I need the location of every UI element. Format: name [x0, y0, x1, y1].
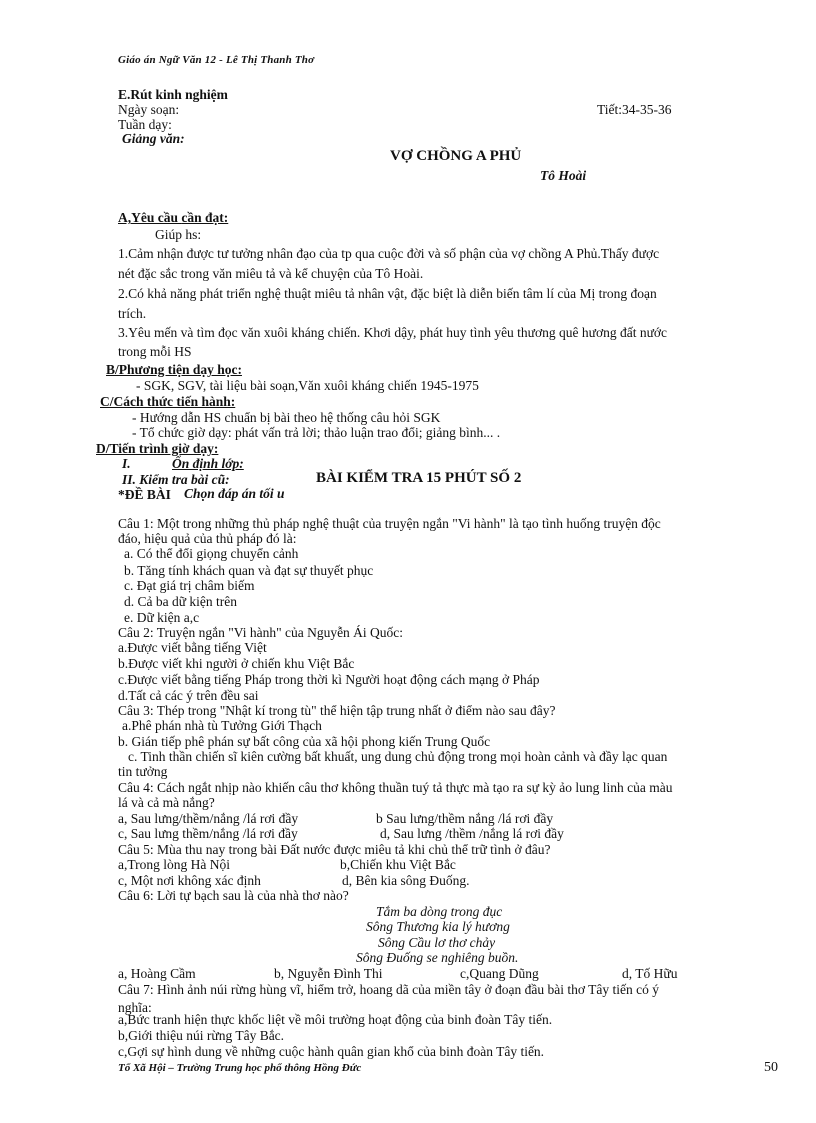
- obj-1-line2: nét đặc sắc trong văn miêu tả và kể chuyện của Tô Hoài.: [118, 266, 424, 281]
- q4-option-b: b Sau lưng/thềm nắng /lá rơi đầy: [376, 811, 554, 826]
- q5-option-d: d, Bên kia sông Đuống.: [342, 873, 470, 888]
- q6-option-a: a, Hoàng Cầm: [118, 966, 196, 981]
- test-title: BÀI KIỂM TRA 15 PHÚT SỐ 2: [316, 470, 522, 486]
- q1-line1: Câu 1: Một trong những thủ pháp nghệ thuật của truyện ngắn "Vi hành" là tạo tình huống truyện độc: [118, 516, 661, 531]
- q6-stem: Câu 6: Lời tự bạch sau là của nhà thơ nào?: [118, 888, 349, 903]
- page-number: 50: [764, 1060, 778, 1075]
- step-i-number: I.: [122, 456, 131, 471]
- obj-1-line1: 1.Cảm nhận được tư tưởng nhân đạo của tp qua cuộc đời và số phận của vợ chồng A Phủ.Thấy được: [118, 246, 660, 261]
- de-bai: *ĐỀ BÀI: [118, 487, 171, 502]
- q2-option-b: b.Được viết khi người ở chiến khu Việt Bắc: [118, 656, 355, 671]
- page-footer: Tổ Xã Hội – Trường Trung học phổ thông Hồng Đức: [118, 1062, 362, 1074]
- section-a-intro: Giúp hs:: [155, 227, 202, 242]
- q1-option-b: b. Tăng tính khách quan và đạt sự thuyết phục: [124, 563, 374, 578]
- q1-line2: đáo, hiệu quả của thủ pháp đó là:: [118, 531, 297, 546]
- q2-option-c: c.Được viết bằng tiếng Pháp trong thời kì Người hoạt động cách mạng ở Pháp: [118, 672, 540, 687]
- q6-option-d: d, Tố Hữu: [622, 966, 678, 981]
- section-c-line1: - Hướng dẫn HS chuẩn bị bài theo hệ thống câu hỏi SGK: [132, 410, 441, 425]
- q4-line1: Câu 4: Cách ngắt nhịp nào khiến câu thơ không thuần tuý tả thực mà tạo ra sự kỳ ảo lung linh của màu: [118, 780, 673, 795]
- section-c-heading: C/Cách thức tiến hành:: [100, 394, 236, 409]
- q4-option-d: d, Sau lưng /thềm /nắng lá rơi đầy: [380, 826, 564, 841]
- work-author: Tô Hoài: [540, 168, 587, 183]
- section-c-line2: - Tổ chức giờ dạy: phát vấn trả lời; thảo luận trao đổi; giảng bình... .: [132, 425, 501, 440]
- tuan-day: Tuần dạy:: [118, 117, 172, 132]
- section-b-heading: B/Phương tiện dạy học:: [106, 362, 242, 377]
- q3-stem: Câu 3: Thép trong "Nhật kí trong tù" thể hiện tập trung nhất ở điểm nào sau đây?: [118, 703, 556, 718]
- q5-option-a: a,Trong lòng Hà Nội: [118, 857, 231, 872]
- q4-option-c: c, Sau lưng thềm/nắng /lá rơi đầy: [118, 826, 298, 841]
- q7-option-c: c,Gợi sự hình dung về những cuộc hành quân gian khổ của binh đoàn Tây tiến.: [118, 1044, 545, 1059]
- poem-line-2: Sông Thương kia lý hương: [366, 919, 510, 934]
- q4-option-a: a, Sau lưng/thềm/nắng /lá rơi đầy: [118, 811, 299, 826]
- obj-3-line1: 3.Yêu mến và tìm đọc văn xuôi kháng chiến. Khơi dậy, phát huy tình yêu thương quê hương đất nước: [118, 325, 668, 340]
- section-b-line: - SGK, SGV, tài liệu bài soạn,Văn xuôi kháng chiến 1945-1975: [136, 378, 479, 393]
- obj-2-line1: 2.Có khả năng phát triển nghệ thuật miêu tả nhân vật, đặc biệt là diễn biến tâm lí của Mị trong đoạn: [118, 286, 657, 301]
- chon-dap-an: Chọn đáp án tối u: [184, 486, 285, 501]
- q2-stem: Câu 2: Truyện ngắn "Vi hành" của Nguyễn Ái Quốc:: [118, 625, 404, 640]
- q5-stem: Câu 5: Mùa thu nay trong bài Đất nước được miêu tả khi chủ thể trữ tình ở đâu?: [118, 842, 551, 857]
- obj-2-line2: trích.: [118, 306, 147, 321]
- q1-option-d: d. Cả ba dữ kiện trên: [124, 594, 238, 609]
- section-a-heading-a: A,Yêu cầu: [118, 210, 178, 225]
- obj-3-line2: trong mỗi HS: [118, 344, 192, 359]
- q1-option-c: c. Đạt giá trị châm biếm: [124, 578, 255, 593]
- work-title: VỢ CHỒNG A PHỦ: [390, 148, 522, 164]
- q2-option-a: a.Được viết bằng tiếng Việt: [118, 640, 267, 655]
- q7-option-a: a,Bức tranh hiện thực khốc liệt về môi trường hoạt động của binh đoàn Tây tiến.: [118, 1012, 553, 1027]
- q5-option-c: c, Một nơi không xác định: [118, 873, 261, 888]
- poem-line-3: Sông Cầu lơ thơ chảy: [378, 935, 496, 950]
- step-i-label: Ổn định lớp:: [172, 456, 244, 471]
- page-header: Giáo án Ngữ Văn 12 - Lê Thị Thanh Thơ: [118, 54, 315, 66]
- tiet: Tiết:34-35-36: [597, 102, 672, 117]
- q6-option-c: c,Quang Dũng: [460, 966, 539, 981]
- q1-option-e: e. Dữ kiện a,c: [124, 610, 200, 625]
- q7-line1: Câu 7: Hình ảnh núi rừng hùng vĩ, hiểm trở, hoang dã của miền tây ở đoạn đầu bài thơ Tây tiến có ý: [118, 982, 659, 997]
- giang-van: Giảng văn:: [122, 131, 185, 146]
- section-a-heading-b: cần đạt:: [181, 210, 229, 225]
- q4-line2: lá và cả mà nắng?: [118, 795, 215, 810]
- q7-option-b: b,Giới thiệu núi rừng Tây Bắc.: [118, 1028, 285, 1043]
- ngay-soan: Ngày soạn:: [118, 102, 180, 117]
- q3-option-b: b. Gián tiếp phê phán sự bất công của xã hội phong kiến Trung Quốc: [118, 734, 491, 749]
- section-a-heading: [118, 210, 228, 226]
- q3-option-c-line1: c. Tinh thần chiến sĩ kiên cường bất khuất, ung dung chủ động trong mọi hoàn cảnh và đầy lạc quan: [128, 749, 668, 764]
- q1-option-a: a. Có thể đổi giọng chuyển cảnh: [124, 546, 299, 561]
- q7-line2: nghĩa:: [118, 1000, 152, 1015]
- q3-option-a: a.Phê phán nhà tù Tưởng Giới Thạch: [122, 718, 322, 733]
- q2-option-d: d.Tất cả các ý trên đều sai: [118, 688, 259, 703]
- rut-kinh-nghiem: E.Rút kinh nghiệm: [118, 87, 228, 102]
- q3-option-c-line2: tin tưởng: [118, 764, 168, 779]
- poem-line-4: Sông Đuống se nghiêng buồn.: [356, 950, 519, 965]
- q6-option-b: b, Nguyễn Đình Thi: [274, 966, 383, 981]
- step-ii-label: II. Kiểm tra bài cũ:: [122, 472, 230, 487]
- section-d-heading: D/Tiến trình giờ dạy:: [96, 441, 219, 456]
- q5-option-b: b,Chiến khu Việt Bắc: [340, 857, 456, 872]
- poem-line-1: Tắm ba dòng trong đục: [376, 904, 503, 919]
